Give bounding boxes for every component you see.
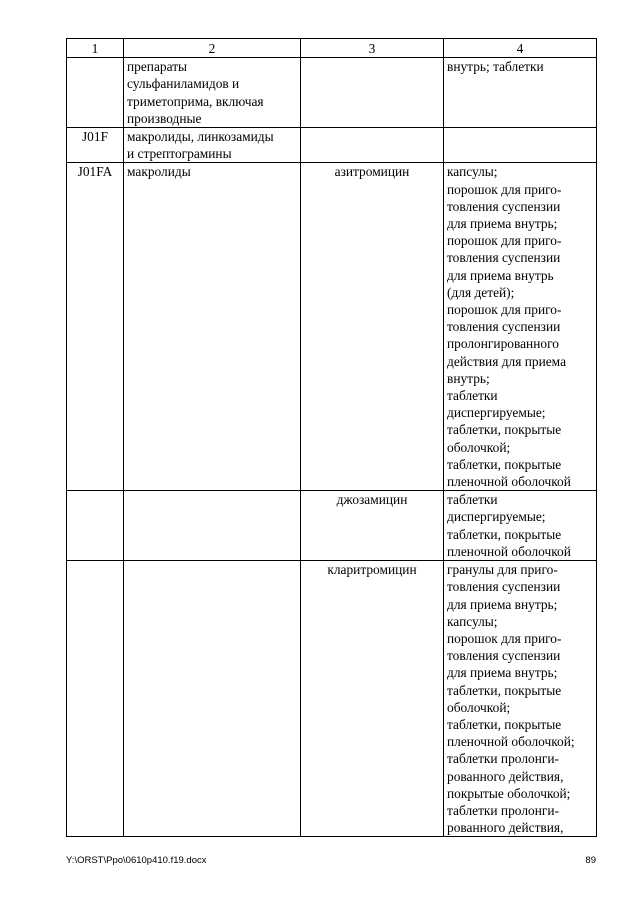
table-row xyxy=(67,128,597,163)
dosage-form-line: покрытые оболочкой; xyxy=(447,785,571,801)
group-name-line: сульфаниламидов и xyxy=(127,76,240,92)
dosage-form-line: порошок для приго- xyxy=(447,233,562,249)
dosage-form-line: диспергируемые; xyxy=(447,509,546,525)
atc-code-cell xyxy=(67,561,124,837)
dosage-forms-cell xyxy=(444,58,597,128)
dosage-form-line: для приема внутрь; xyxy=(447,596,558,612)
dosage-form-line: таблетки, покрытые xyxy=(447,682,562,698)
dosage-form-line: пролонгированного xyxy=(447,336,559,352)
dosage-form-line: диспергируемые; xyxy=(447,405,546,421)
inn-cell xyxy=(301,561,444,837)
footer-file-path: Y:\ORST\Ppo\0610p410.f19.docx xyxy=(66,855,207,866)
dosage-form-line: капсулы; xyxy=(447,164,498,180)
drug-classification-table xyxy=(66,38,597,837)
dosage-form-line: оболочкой; xyxy=(447,439,511,455)
dosage-form-line: порошок для приго- xyxy=(447,302,562,318)
dosage-form-line: оболочкой; xyxy=(447,699,511,715)
dosage-form-line: таблетки, покрытые xyxy=(447,716,562,732)
group-name-cell xyxy=(124,163,301,491)
table-row xyxy=(67,58,597,128)
dosage-forms-cell xyxy=(444,491,597,561)
group-name-cell xyxy=(124,128,301,163)
dosage-form-line: товления суспензии xyxy=(447,250,561,266)
group-name-line: и стрептограмины xyxy=(127,146,232,162)
table-row xyxy=(67,491,597,561)
dosage-form-line: пленочной оболочкой xyxy=(447,474,571,490)
dosage-form-line: капсулы; xyxy=(447,613,498,629)
dosage-form-line: товления суспензии xyxy=(447,579,561,595)
dosage-form-line: пленочной оболочкой; xyxy=(447,734,575,750)
dosage-form-line: таблетки, покрытые xyxy=(447,422,562,438)
dosage-form-line: пленочной оболочкой xyxy=(447,543,571,559)
inn-cell xyxy=(301,58,444,128)
table-row xyxy=(67,163,597,491)
header-col-2: 2 xyxy=(124,39,301,58)
dosage-form-line: товления суспензии xyxy=(447,648,561,664)
dosage-form-line: таблетки, покрытые xyxy=(447,456,562,472)
group-name-line: производные xyxy=(127,110,202,126)
dosage-form-line: таблетки, покрытые xyxy=(447,526,562,542)
dosage-form-line: товления суспензии xyxy=(447,319,561,335)
group-name-line: препараты xyxy=(127,59,188,75)
dosage-form-line: таблетки xyxy=(447,492,498,508)
table-row xyxy=(67,561,597,837)
inn-name: азитромицин xyxy=(334,164,410,180)
header-col-4: 4 xyxy=(444,39,597,58)
dosage-form-line: порошок для приго- xyxy=(447,630,562,646)
dosage-form-line: внутрь; таблетки xyxy=(447,59,544,75)
table-header-row xyxy=(67,39,597,58)
atc-code-cell xyxy=(67,58,124,128)
dosage-form-line: для приема внутрь; xyxy=(447,216,558,232)
dosage-form-line: товления суспензии xyxy=(447,198,561,214)
group-name-cell xyxy=(124,491,301,561)
dosage-form-line: таблетки пролонги- xyxy=(447,751,559,767)
group-name-cell xyxy=(124,58,301,128)
dosage-form-line: гранулы для приго- xyxy=(447,562,558,578)
dosage-form-line: действия для приема xyxy=(447,353,567,369)
inn-cell xyxy=(301,491,444,561)
dosage-form-line: для приема внутрь; xyxy=(447,665,558,681)
dosage-forms-cell xyxy=(444,128,597,163)
inn-name: кларитромицин xyxy=(327,562,417,578)
inn-cell xyxy=(301,128,444,163)
atc-code-cell xyxy=(67,163,124,491)
dosage-form-line: таблетки xyxy=(447,388,498,404)
inn-name: джозамицин xyxy=(336,492,408,508)
footer-page-number: 89 xyxy=(585,855,596,866)
dosage-form-line: (для детей); xyxy=(447,284,515,300)
dosage-form-line: для приема внутрь xyxy=(447,267,554,283)
atc-code: J01F xyxy=(81,129,109,145)
dosage-form-line: рованного действия, xyxy=(447,820,564,836)
dosage-form-line: порошок для приго- xyxy=(447,181,562,197)
group-name-cell xyxy=(124,561,301,837)
inn-cell xyxy=(301,163,444,491)
header-col-1: 1 xyxy=(67,39,124,58)
atc-code-cell xyxy=(67,128,124,163)
atc-code: J01FA xyxy=(77,164,113,180)
group-name-line: макролиды xyxy=(127,164,191,180)
dosage-form-line: рованного действия, xyxy=(447,768,564,784)
dosage-form-line: внутрь; xyxy=(447,370,490,386)
group-name-line: триметоприма, включая xyxy=(127,93,264,109)
dosage-form-line: таблетки пролонги- xyxy=(447,802,559,818)
dosage-forms-cell xyxy=(444,163,597,491)
header-col-3: 3 xyxy=(301,39,444,58)
group-name-line: макролиды, линкозамиды xyxy=(127,129,274,145)
atc-code-cell xyxy=(67,491,124,561)
dosage-forms-cell xyxy=(444,561,597,837)
